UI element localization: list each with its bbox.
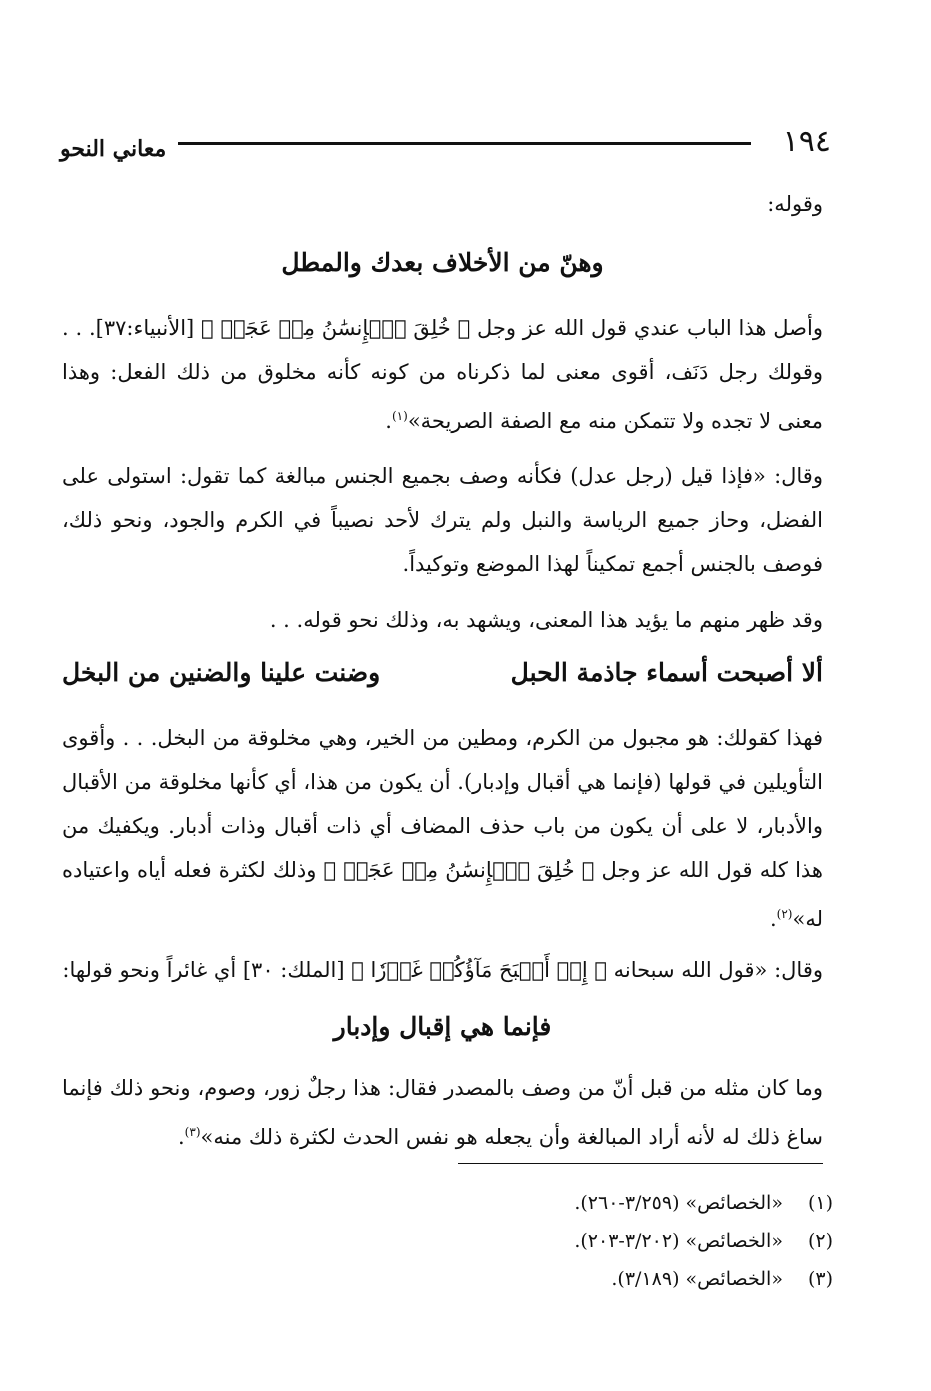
footnote-1 (433, 1184, 833, 1222)
footnote-ref-3[interactable]: (٣) (184, 1125, 201, 1139)
footnote-ref-1[interactable]: (١) (391, 409, 408, 423)
footnote-number: (٣) (807, 1268, 833, 1290)
header-rule (178, 142, 751, 145)
footnote-3 (433, 1260, 833, 1298)
footnotes (433, 1184, 833, 1298)
paragraph-3: وقد ظهر منهم ما يؤيد هذا المعنى، ويشهد به، وذلك نحو قوله. . . (269, 608, 823, 632)
footnote-text: «الخصائص» (٣/٢٠٢-٢٠٣). (574, 1230, 783, 1252)
intro-text: وقوله: (767, 192, 823, 216)
running-title: معاني النحو (60, 136, 167, 162)
footnote-separator (458, 1163, 823, 1164)
verse-2-second-hemistich: وضنت علينا والضنين من البخل (62, 658, 381, 687)
footnote-number: (١) (807, 1192, 833, 1214)
paragraph-4-end: . (769, 907, 777, 931)
paragraph-6-end: . (177, 1125, 185, 1149)
footnote-2 (433, 1222, 833, 1260)
paragraph-1-end: . (385, 409, 392, 433)
paragraph-1-text: وأصل هذا الباب عندي قول الله عز وجل ﴿ خُلِقَ ٱلۡإِنسَٰنُ مِنۡ عَجَلٖ ﴾ [الأنبياء:٣٧]. . . وقولك رجل دَنَف، أقوى معنى لما ذكرناه من كونه كأنه مخلوق من ذلك الفعل: وهذا معنى لا تجده ولا تتمكن منه مع الصفة الصريحة» (62, 316, 823, 433)
verse-line-3: فإنما هي إقبال وإدبار (333, 1012, 552, 1041)
verse-line-2 (62, 658, 823, 698)
paragraph-1 (62, 306, 823, 443)
paragraph-6-text: وما كان مثله من قبل أنّ من وصف بالمصدر فقال: هذا رجلٌ زور، وصوم، ونحو ذلك فإنما ساغ ذلك له لأنه أراد المبالغة وأن يجعله هو نفس الحدث لكثرة ذلك منه» (62, 1076, 823, 1149)
paragraph-4-text: فهذا كقولك: هو مجبول من الكرم، ومطين من الخير، وهي مخلوقة من البخل. . . وأقوى التأويلين في قولها (فإنما هي أقبال وإدبار). أن يكون من هذا، أي كأنها مخلوقة من الأقبال والأدبار، لا على أن يكون من باب حذف المضاف أي ذات أقبال وذات أدبار. ويكفيك من هذا كله قول الله عز وجل ﴿ خُلِقَ ٱلۡإِنسَٰنُ مِنۡ عَجَلٖ ﴾ وذلك لكثرة فعله أياه واعتياده له» (62, 726, 823, 931)
page-number: ١٩٤ (782, 124, 831, 159)
paragraph-6 (62, 1066, 823, 1159)
footnote-number: (٢) (807, 1230, 833, 1252)
paragraph-5: وقال: «قول الله سبحانه ﴿ إِنۡ أَصۡبَحَ مَآؤُكُمۡ غَوۡرٗا ﴾ [الملك: ٣٠] أي غائراً ونحو قولها: (62, 958, 823, 982)
paragraph-4 (62, 716, 823, 941)
footnote-ref-2[interactable]: (٢) (776, 907, 793, 921)
verse-2-first-hemistich: ألا أصبحت أسماء جاذمة الحبل (510, 658, 823, 687)
verse-line-1: وهنّ من الأخلاف بعدك والمطل (281, 248, 604, 277)
footnote-text: «الخصائص» (٣/٢٥٩-٢٦٠). (574, 1192, 783, 1214)
page-header (60, 122, 831, 172)
footnote-text: «الخصائص» (٣/١٨٩). (611, 1268, 783, 1290)
paragraph-2: وقال: «فإذا قيل (رجل عدل) فكأنه وصف بجميع الجنس مبالغة كما تقول: استولى على الفضل، وحاز جميع الرياسة والنبل ولم يترك لأحد نصيباً في الكرم والجود، ونحو ذلك، فوصف بالجنس أجمع تمكيناً لهذا الموضع وتوكيداً. (62, 464, 823, 576)
